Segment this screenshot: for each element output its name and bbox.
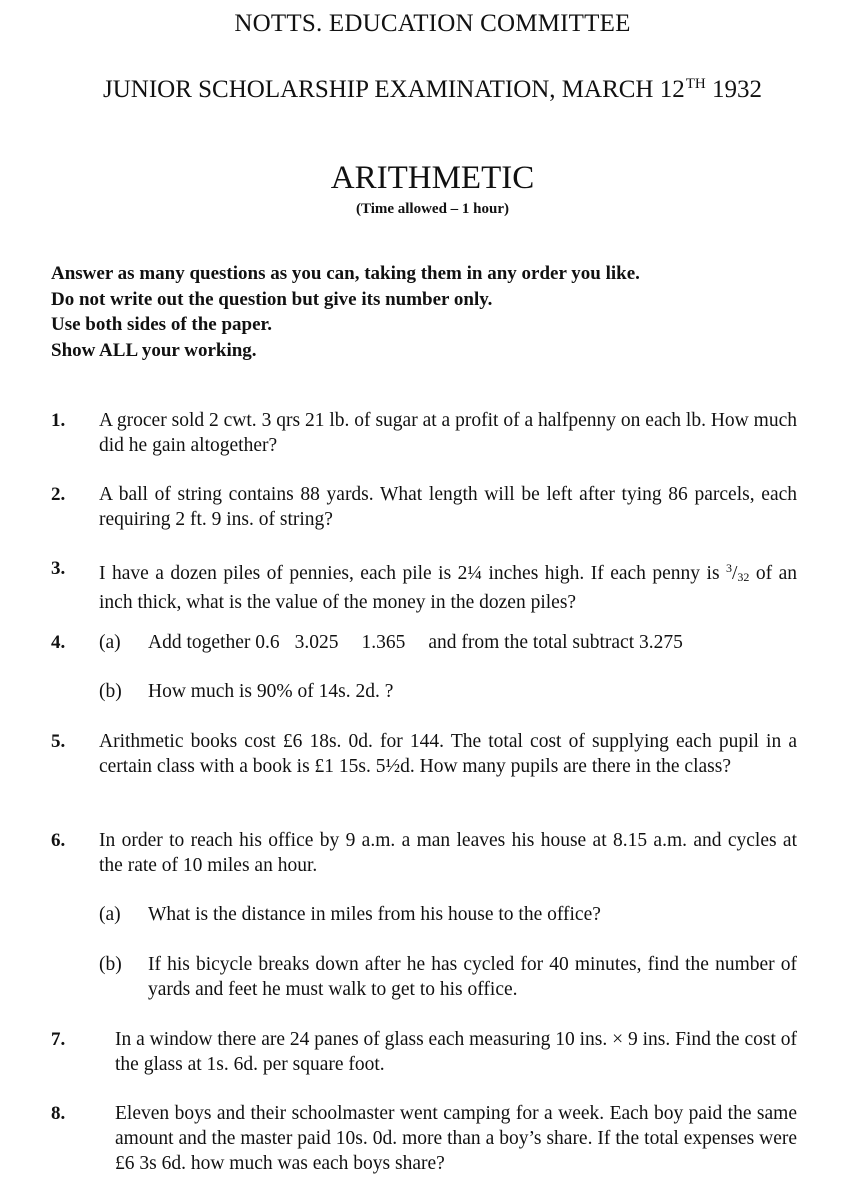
part-text: If his bicycle breaks down after he has cycled for 40 minutes, find the number of yards and feet he must walk to get to his office. <box>148 954 797 1000</box>
question-number: 7. <box>51 1029 66 1050</box>
part-label: (a) <box>99 632 121 653</box>
instruction-line: Do not write out the question but give its number only. <box>51 288 493 310</box>
part-text <box>148 630 797 655</box>
exam-year: 1932 <box>712 76 762 103</box>
part-label: (b) <box>99 954 122 975</box>
part-text: How much is 90% of 14s. 2d. ? <box>148 681 394 702</box>
subject-title: ARITHMETIC <box>330 160 535 196</box>
part-text-segment: Add together 0.6 <box>148 632 280 653</box>
fraction: $^3/_{32}$ <box>726 561 750 584</box>
exam-title-ordinal: TH <box>685 76 706 92</box>
instruction-line: Use both sides of the paper. <box>51 314 272 335</box>
instructions <box>51 261 640 363</box>
fraction-numerator: 3 <box>726 561 732 575</box>
question-text: A ball of string contains 88 yards. What length will be left after tying 86 parcels, each requiring 2 ft. 9 ins. of string? <box>99 484 797 530</box>
question-text-part: I have a dozen piles of pennies, each pile is 2¼ inches high. If each penny is <box>99 563 726 584</box>
question-number: 5. <box>51 731 66 752</box>
instruction-line: Answer as many questions as you can, taking them in any order you like. <box>51 263 640 284</box>
question-number: 8. <box>51 1103 66 1124</box>
committee-heading: NOTTS. EDUCATION COMMITTEE <box>234 10 631 37</box>
part-text-segment: 1.365 <box>361 632 406 653</box>
question-text-part: of an inch thick, what is the value of the money in the dozen piles? <box>99 563 797 613</box>
part-label: (b) <box>99 681 122 702</box>
question-number: 2. <box>51 484 66 505</box>
question-text: Eleven boys and their schoolmaster went camping for a week. Each boy paid the same amount and the master paid 10s. 0d. more than a boy’s share. If the total expenses were £6 3s 6d. how much was each boys share? <box>115 1103 797 1174</box>
question-text: In order to reach his office by 9 a.m. a man leaves his house at 8.15 a.m. and cycles at the rate of 10 miles an hour. <box>99 830 797 876</box>
part-text-segment: 3.025 <box>294 632 339 653</box>
part-label: (a) <box>99 904 121 925</box>
question-text: A grocer sold 2 cwt. 3 qrs 21 lb. of sugar at a profit of a halfpenny on each lb. How much did he gain altogether? <box>99 410 797 456</box>
exam-title-main: JUNIOR SCHOLARSHIP EXAMINATION, MARCH 12 <box>102 76 685 103</box>
question-text: Arithmetic books cost £6 18s. 0d. for 144. The total cost of supplying each pupil in a certain class with a book is £1 15s. 5½d. How many pupils are there in the class? <box>99 731 797 777</box>
question-number: 1. <box>51 410 66 431</box>
part-text: What is the distance in miles from his house to the office? <box>148 904 601 925</box>
question-number: 3. <box>51 558 66 579</box>
question-number: 6. <box>51 830 66 851</box>
question-text <box>99 556 797 615</box>
part-text-segment: and from the total subtract 3.275 <box>428 632 683 653</box>
exam-title <box>0 76 865 104</box>
question-number: 4. <box>51 632 66 653</box>
time-allowed: (Time allowed – 1 hour) <box>355 201 510 217</box>
fraction-denominator: 32 <box>737 570 750 584</box>
question-text: In a window there are 24 panes of glass each measuring 10 ins. × 9 ins. Find the cost of the glass at 1s. 6d. per square foot. <box>115 1029 797 1075</box>
instruction-line: Show ALL your working. <box>51 339 257 361</box>
